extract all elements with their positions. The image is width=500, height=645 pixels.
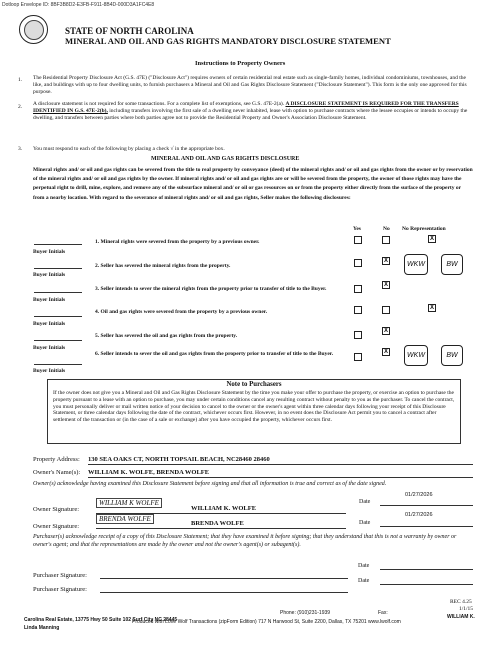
instructions-heading: Instructions to Property Owners [195, 60, 286, 67]
section-heading: MINERAL AND OIL AND GAS RIGHTS DISCLOSURE [151, 156, 300, 162]
instruction-1: The Residential Property Disclosure Act (G.S. 47E) ("Disclosure Act") requires owners of certain residential real estate such as single-family homes, individual condominiums, townhouses, and the like, and buildings with up to four dwelling units, to furnish purchasers a Mineral and Oil and Gas Rights Disclosure Statement ("Disclosure Statement"). This form is the only one approved for this purpose. [33, 75, 467, 95]
column-no-representation: No Representation [402, 226, 446, 232]
instruction-2-bold: A DISCLOSURE STATEMENT IS REQUIRED FOR THE TRANSFERS IDENTIFIED IN G.S. 47E-2(b), [33, 101, 459, 114]
q1-yes-checkbox[interactable] [354, 236, 362, 244]
purchaser-acknowledgement: Purchaser(s) acknowledge receipt of a copy of this Disclosure Statement; that they have examined it before signing; that they understand that this is not a warranty by owner or owner's agent; and that the representations are made by the owner and not the owner's agent(s) or subagent(s). [33, 534, 457, 548]
owner-signature[interactable]: WILLIAM K WOLFE [96, 498, 162, 508]
date-label: Date [358, 578, 370, 584]
signature-date: 01/27/2026 [405, 492, 433, 498]
seller-initials-box[interactable]: WKW [404, 254, 428, 275]
seller-initials-box[interactable]: BW [441, 345, 463, 366]
instruction-2: A disclosure statement is not required for some transactions. For a complete list of exemptions, see G.S. 47E-2(a). A DISCLOSURE STATEMENT IS REQUIRED FOR THE TRANSFERS IDENTIFIED IN G.S. 47E-2(b), including transfers involving the first sale of a dwelling never inhabited, lease with option to purchase contracts where the lessee occupies or intends to occupy the dwelling, and transfers between parties where both parties agree not to provide the Residential Property and Owner's Association Disclosure Statement. [33, 101, 468, 121]
section-intro: Mineral rights and/ or oil and gas rights can be severed from the title to real property by conveyance (deed) of the mineral rights and/ or oil and gas rights from the owner or by reservation of the mineral rights and/ or oil and gas rights by the owner. If mineral rights and/ or oil and gas rights are or will be severed from the property, the owner of those rights may have the perpetual right to drill, mine, explore, and remove any of the subsurface mineral and/ or oil or gas resources on or from the property either directly from the surface of the property or from a nearby location. With regard to the severance of mineral rights and/ or oil and gas rights, Seller makes the following disclosures: [33, 167, 473, 201]
owner-signature-label: Owner Signature: [33, 506, 80, 513]
footer-produced: Produced with Lone Wolf Transactions (zipForm Edition) 717 N Harwood St, Suite 2200, Dallas, TX 75201 www.lwolf.com [132, 619, 401, 625]
instruction-number: 3. [18, 146, 23, 152]
q3-no-checkbox[interactable]: X [383, 282, 388, 288]
footer-fax: Fax: [378, 610, 388, 616]
date-label: Date [359, 499, 371, 505]
page-title: MINERAL AND OIL AND GAS RIGHTS MANDATORY DISCLOSURE STATEMENT [65, 36, 391, 46]
purchaser-signature-label: Purchaser Signature: [33, 586, 87, 593]
instruction-3: You must respond to each of the following by placing a check √ in the appropriate box. [33, 146, 225, 152]
question-2: 2. Seller has severed the mineral rights from the property. [95, 263, 231, 269]
owner-acknowledgement: Owner(s) acknowledge having examined this Disclosure Statement before signing and that all information is true and correct as of the date signed. [33, 481, 387, 487]
q5-no-checkbox[interactable]: X [383, 328, 388, 334]
buyer-initials-label: Buyer Initials [33, 321, 66, 327]
footer-file: WILLIAM K. [447, 614, 475, 620]
owners-name-label: Owner's Name(s): [33, 469, 81, 476]
footer-agent: Linda Manning [24, 625, 60, 631]
owners-name-value[interactable]: WILLIAM K. WOLFE, BRENDA WOLFE [88, 469, 210, 476]
q6-no-checkbox[interactable]: X [383, 349, 388, 355]
property-address-value[interactable]: 130 SEA OAKS CT, NORTH TOPSAIL BEACH, NC28460 28460 [88, 456, 270, 463]
q1-norep-checkbox[interactable]: X [429, 236, 434, 242]
column-no: No [383, 226, 390, 232]
owner-signature-label: Owner Signature: [33, 523, 80, 530]
state-seal-icon [19, 15, 48, 44]
form-date: 1/1/15 [459, 606, 474, 612]
q3-yes-checkbox[interactable] [354, 285, 362, 293]
seller-initials-box[interactable]: BW [441, 254, 463, 275]
q4-norep-checkbox[interactable]: X [429, 305, 434, 311]
instruction-number: 2. [18, 104, 23, 110]
signature-date: 01/27/2026 [405, 512, 433, 518]
question-3: 3. Seller intends to sever the mineral rights from the property prior to transfer of title to the Buyer. [95, 286, 327, 292]
buyer-initials-label: Buyer Initials [33, 345, 66, 351]
note-body: If the owner does not give you a Mineral and Oil and Gas Rights Disclosure Statement by the time you make your offer to purchase the property, or exercise an option to purchase the property pursuant to a lease with an option to purchase, you may under certain conditions cancel any resulting contract without penalty to you as the purchaser. To cancel the contract, you must personally deliver or mail written notice of your decision to cancel to the owner or the owner's agent within three calendar days following your receipt of this Disclosure Statement, or three calendar days following the date of the contract, whichever occurs first. However, in no event does the Disclosure Act permit you to cancel a contract after settlement of the transaction or (in the case of a sale or exchange) after you have occupied the property, whichever occurs first. [53, 390, 455, 424]
date-label: Date [358, 563, 370, 569]
column-yes: Yes [353, 226, 361, 232]
buyer-initials-label: Buyer Initials [33, 297, 66, 303]
instruction-number: 1. [18, 77, 23, 83]
q4-no-checkbox[interactable] [382, 306, 390, 314]
seller-initials-box[interactable]: WKW [404, 345, 428, 366]
question-5: 5. Seller has severed the oil and gas rights from the property. [95, 333, 238, 339]
date-label: Date [359, 520, 371, 526]
q1-no-checkbox[interactable] [382, 236, 390, 244]
note-heading: Note to Purchasers [226, 381, 282, 388]
form-code: REC 4.25 [450, 599, 472, 605]
buyer-initials-label: Buyer Initials [33, 368, 66, 374]
buyer-initials-label: Buyer Initials [33, 249, 66, 255]
question-6: 6. Seller intends to sever the oil and gas rights from the property prior to transfer of title to the Buyer. [95, 351, 334, 357]
footer-phone: Phone: (910)231-1939 [280, 610, 331, 616]
buyer-initials-label: Buyer Initials [33, 272, 66, 278]
note-to-purchasers [47, 379, 461, 444]
q4-yes-checkbox[interactable] [354, 306, 362, 314]
owner-printed-name: WILLIAM K. WOLFE [191, 505, 257, 512]
question-4: 4. Oil and gas rights were severed from the property by a previous owner. [95, 309, 268, 315]
envelope-id: Dotloop Envelope ID: 8BF3B8D2-E3FB-F911-8B4D-000D3A1FC4E8 [2, 2, 155, 8]
owner-signature[interactable]: BRENDA WOLFE [96, 514, 154, 524]
owner-printed-name: BRENDA WOLFE [191, 520, 244, 527]
q6-yes-checkbox[interactable] [354, 353, 362, 361]
property-address-label: Property Address: [33, 456, 80, 463]
q2-yes-checkbox[interactable] [354, 259, 362, 267]
q5-yes-checkbox[interactable] [354, 331, 362, 339]
state-heading: STATE OF NORTH CAROLINA [65, 26, 194, 36]
purchaser-signature-label: Purchaser Signature: [33, 572, 87, 579]
footer-company: Carolina Real Estate, 13775 Hwy 50 Suite 102 Surf City NC 28445 [24, 617, 178, 623]
question-1: 1. Mineral rights were severed from the property by a previous owner. [95, 239, 260, 245]
q2-no-checkbox[interactable]: X [383, 258, 388, 264]
